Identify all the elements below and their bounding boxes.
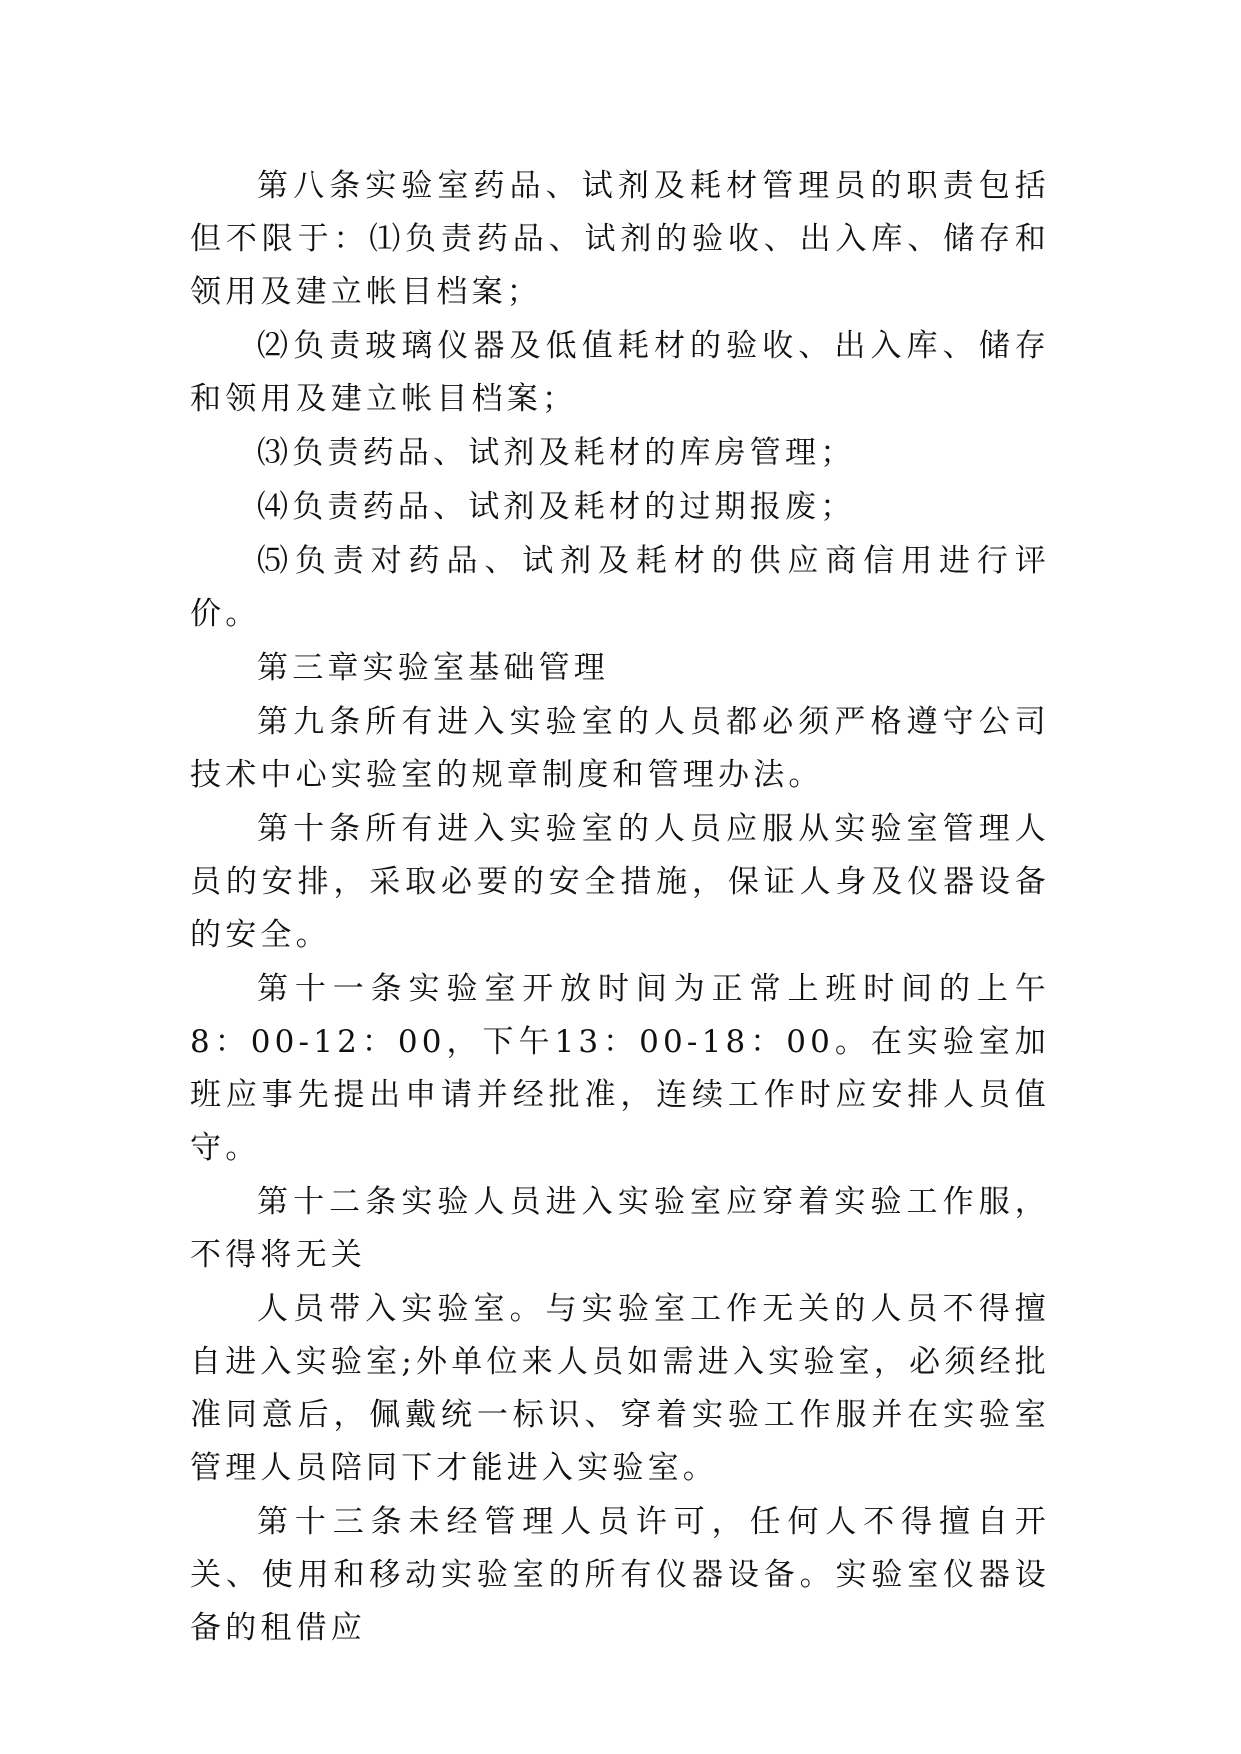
paragraph-article-8: 第八条实验室药品、试剂及耗材管理员的职责包括但不限于：⑴负责药品、试剂的验收、出入库、储存和领用及建立帐目档案； xyxy=(190,168,1050,310)
paragraph-duty-4: ⑷负责药品、试剂及耗材的过期报废； xyxy=(257,489,856,525)
paragraph-article-13: 第十三条未经管理人员许可，任何人不得擅自开关、使用和移动实验室的所有仪器设备。实验室仪器设备的租借应 xyxy=(190,1504,1050,1646)
chapter-3-heading: 第三章实验室基础管理 xyxy=(257,650,609,686)
paragraph-article-10: 第十条所有进入实验室的人员应服从实验室管理人员的安排，采取必要的安全措施，保证人身及仪器设备的安全。 xyxy=(190,811,1050,953)
paragraph-article-12-continued: 人员带入实验室。与实验室工作无关的人员不得擅自进入实验室;外单位来人员如需进入实验室，必须经批准同意后，佩戴统一标识、穿着实验工作服并在实验室管理人员陪同下才能进入实验室。 xyxy=(190,1291,1050,1486)
paragraph-article-12: 第十二条实验人员进入实验室应穿着实验工作服，不得将无关 xyxy=(190,1184,1050,1273)
paragraph-duty-5: ⑸负责对药品、试剂及耗材的供应商信用进行评价。 xyxy=(190,543,1050,632)
document-body xyxy=(190,160,1050,1655)
paragraph-article-9: 第九条所有进入实验室的人员都必须严格遵守公司技术中心实验室的规章制度和管理办法。 xyxy=(190,704,1050,793)
paragraph-article-11: 第十一条实验室开放时间为正常上班时间的上午8：00-12：00，下午13：00-18：00。在实验室加班应事先提出申请并经批准，连续工作时应安排人员值守。 xyxy=(190,971,1050,1166)
paragraph-duty-3: ⑶负责药品、试剂及耗材的库房管理； xyxy=(257,435,856,471)
paragraph-duty-2: ⑵负责玻璃仪器及低值耗材的验收、出入库、储存和领用及建立帐目档案； xyxy=(190,328,1050,417)
